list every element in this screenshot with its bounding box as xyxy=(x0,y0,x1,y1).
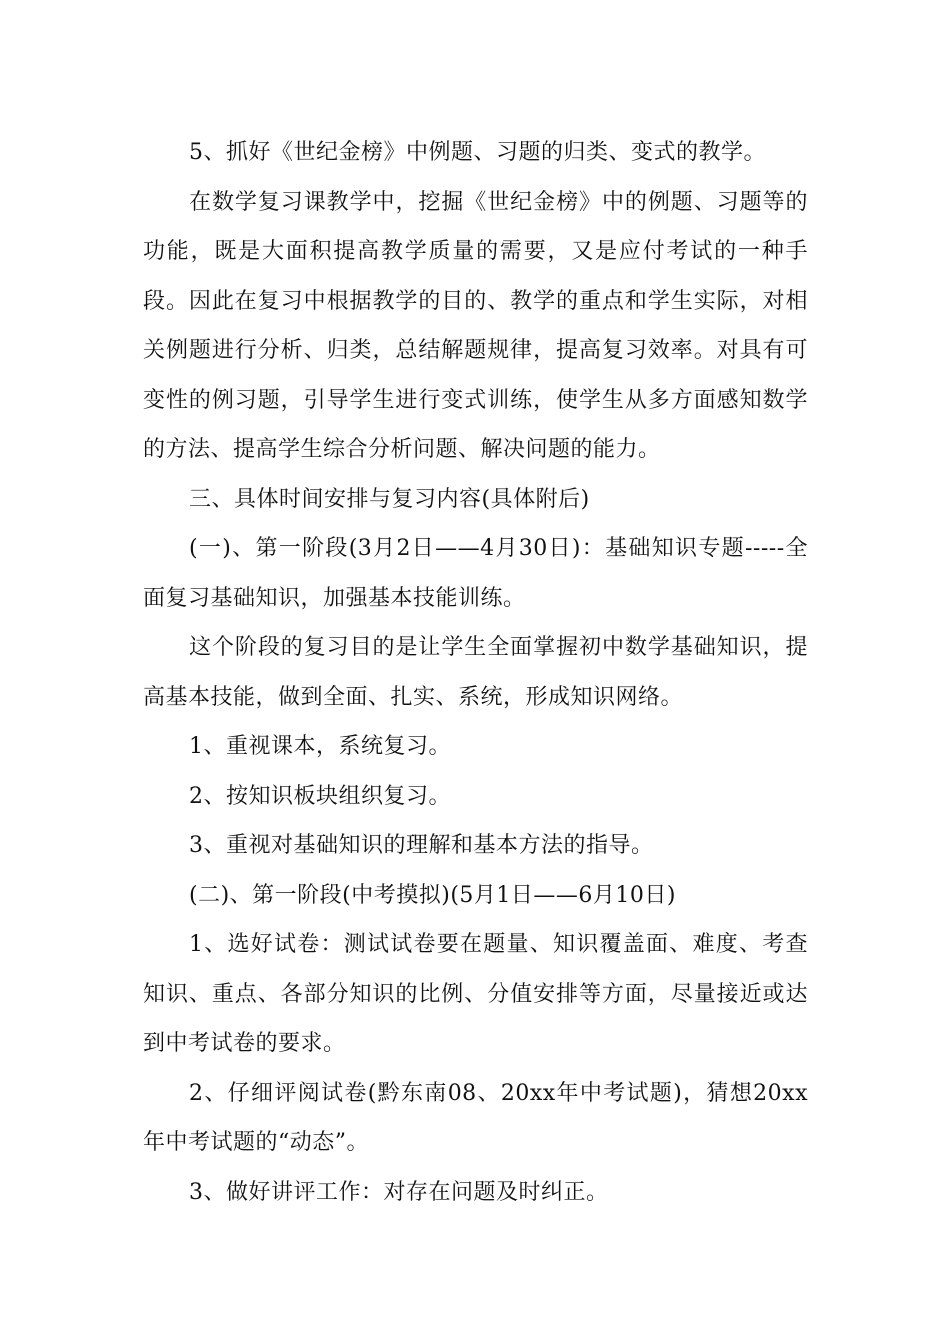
paragraph-stage-one-goal: 这个阶段的复习目的是让学生全面掌握初中数学基础知识，提高基本技能，做到全面、扎实、系统，形成知识网络。 xyxy=(143,635,808,710)
list-item-1-textbook: 1、重视课本，系统复习。 xyxy=(189,734,451,759)
list-item-1-choose-papers: 1、选好试卷：测试试卷要在题量、知识覆盖面、难度、考查知识、重点、各部分知识的比例、分值安排等方面，尽量接近或达到中考试卷的要求。 xyxy=(143,932,808,1056)
list-item-3-feedback: 3、做好讲评工作：对存在问题及时纠正。 xyxy=(189,1179,609,1205)
list-item-3-basic-methods: 3、重视对基础知识的理解和基本方法的指导。 xyxy=(189,833,654,858)
list-item-2-review-papers: 2、仔细评阅试卷(黔东南08、20xx年中考试题)，猜想20xx年中考试题的“动态”。 xyxy=(143,1080,808,1155)
paragraph-item-5-classification: 5、抓好《世纪金榜》中例题、习题的归类、变式的教学。 xyxy=(189,140,766,165)
list-item-2-knowledge-blocks: 2、按知识板块组织复习。 xyxy=(189,783,451,809)
paragraph-review-teaching: 在数学复习课教学中，挖掘《世纪金榜》中的例题、习题等的功能，既是大面积提高教学质量的需要，又是应付考试的一种手段。因此在复习中根据教学的目的、教学的重点和学生实际，对相关例题进行分析、归类，总结解题规律，提高复习效率。对具有可变性的例习题，引导学生进行变式训练，使学生从多方面感知数学的方法、提高学生综合分析问题、解决问题的能力。 xyxy=(143,189,808,462)
stage-two-heading: (二)、第一阶段(中考摸拟)(5月1日——6月10日) xyxy=(189,882,676,908)
stage-one-heading: (一)、第一阶段(3月2日——4月30日)：基础知识专题-----全面复习基础知识，加强基本技能训练。 xyxy=(143,536,808,611)
document-body xyxy=(143,128,808,1217)
section-heading-schedule: 三、具体时间安排与复习内容(具体附后) xyxy=(189,486,590,512)
